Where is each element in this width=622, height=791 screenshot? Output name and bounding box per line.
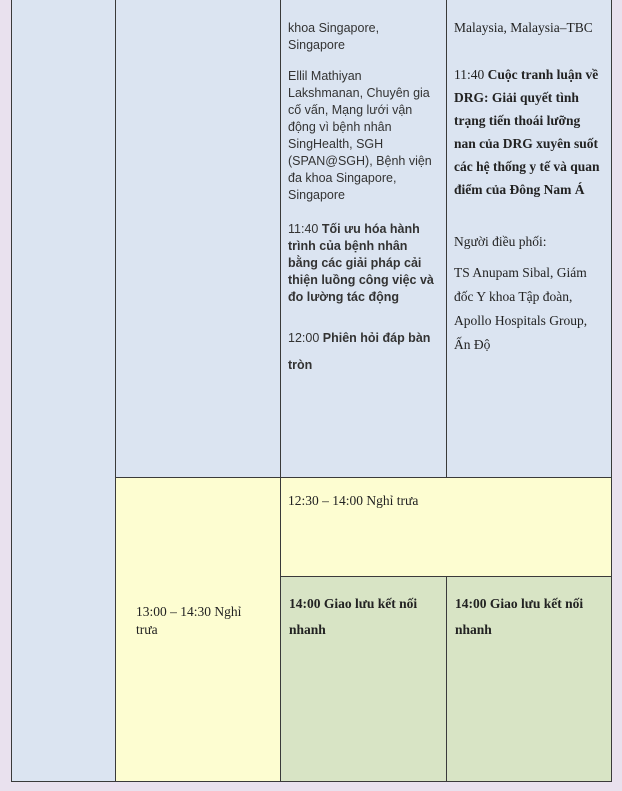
session-time: 11:40: [288, 222, 319, 236]
col2-affiliation-text: khoa Singapore, Singapore: [288, 21, 380, 52]
networking-item: [455, 591, 603, 643]
session-item: [288, 325, 436, 379]
networking-cell-a: [280, 576, 447, 782]
speaker-info: Ellil Mathiyan Lakshmanan, Chuyên gia cố vấn, Mạng lưới vận động vì bệnh nhân SingHealth, SGH (SPAN@SGH), Bệnh viện đa khoa Singapore, Singapore: [288, 69, 432, 202]
moderator-label: Người điều phối:: [454, 234, 547, 249]
networking-item: [289, 591, 438, 643]
session-cell-col3: [446, 0, 612, 478]
networking-time: 14:00: [289, 596, 321, 611]
time-cell-lunch: [115, 477, 281, 782]
session-time: 11:40: [454, 67, 485, 82]
left-margin-cell: [11, 0, 116, 782]
lunch-break-label: 12:30 – 14:00 Nghỉ trưa: [288, 493, 419, 508]
session-cell-col2: [280, 0, 447, 478]
session-title: Tối ưu hóa hành trình của bệnh nhân bằng các giải pháp cải thiện luồng công việc và đo lường tác động: [288, 222, 434, 304]
lunch-time-label: 13:00 – 14:30 Nghỉ trưa: [136, 604, 242, 637]
col3-affiliation-text: Malaysia, Malaysia–TBC: [454, 20, 593, 35]
session-title: Cuộc tranh luận về DRG: Giải quyết tình trạng tiến thoái lưỡng nan của DRG xuyên suốt các hệ thống y tế và quan điểm của Đông Nam Á: [454, 67, 600, 197]
session-time: 12:00: [288, 331, 320, 345]
session-title: Phiên hỏi đáp bàn tròn: [288, 331, 431, 372]
lunch-break-cell: [280, 477, 612, 577]
networking-time: 14:00: [455, 596, 487, 611]
networking-title: Giao lưu kết nối nhanh: [289, 596, 418, 637]
session-item: [454, 63, 603, 201]
moderator-info: TS Anupam Sibal, Giám đốc Y khoa Tập đoàn, Apollo Hospitals Group, Ấn Độ: [454, 265, 588, 352]
networking-title: Giao lưu kết nối nhanh: [455, 596, 584, 637]
session-item: [288, 221, 436, 306]
time-cell-morning: [115, 0, 281, 478]
networking-cell-b: [446, 576, 612, 782]
